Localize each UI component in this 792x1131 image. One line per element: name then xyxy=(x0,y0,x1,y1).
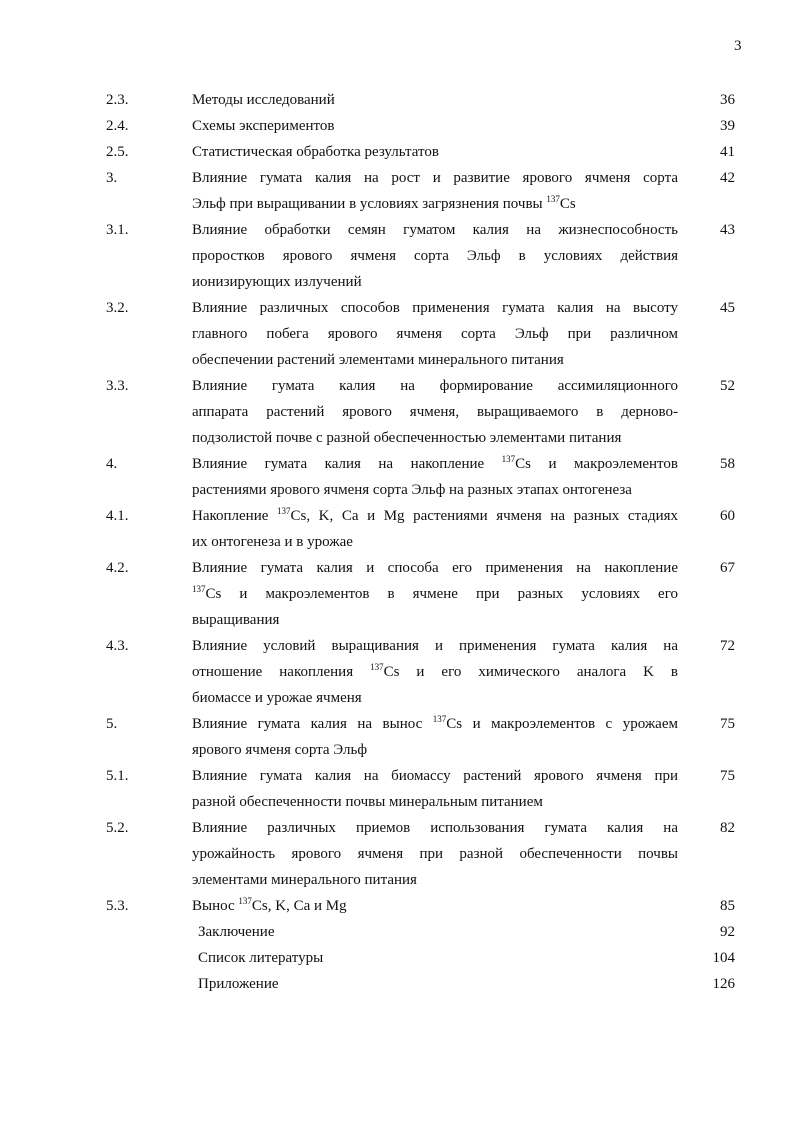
toc-entry-title-line: главного побега ярового ячменя сорта Эльф при различном xyxy=(192,326,678,342)
toc-entry xyxy=(0,555,792,633)
toc-entry-title-line: обеспечении растений элементами минерального питания xyxy=(192,352,564,368)
toc-entry-number: 3.3. xyxy=(106,378,129,394)
toc-entry-title xyxy=(192,555,678,633)
toc-entry-page: 41 xyxy=(720,144,735,160)
toc-entry-page: 126 xyxy=(712,976,735,992)
toc-entry-title-line: биомассе и урожае ячменя xyxy=(192,690,362,706)
toc-entry-title-line: разной обеспеченности почвы минеральным питанием xyxy=(192,794,543,810)
toc-entry-page: 104 xyxy=(712,950,735,966)
toc-entry-title-line: выращивания xyxy=(192,612,280,628)
toc-entry-number: 5. xyxy=(106,716,118,732)
toc-entry-title-line: Влияние различных приемов использования гумата калия на xyxy=(192,820,678,836)
toc-entry-title-line: Влияние гумата калия и способа его применения на накопление xyxy=(192,560,678,576)
toc-entry-page: 72 xyxy=(720,638,735,654)
toc-entry-title xyxy=(192,87,678,113)
toc-entry xyxy=(0,217,792,295)
table-of-contents xyxy=(0,87,792,997)
toc-entry xyxy=(0,373,792,451)
toc-entry-number: 3.2. xyxy=(106,300,129,316)
toc-entry xyxy=(0,113,792,139)
toc-entry-title xyxy=(192,711,678,763)
toc-entry-title-line: урожайность ярового ячменя при разной обеспеченности почвы xyxy=(192,846,678,862)
toc-entry-title-line: Статистическая обработка результатов xyxy=(192,144,439,160)
toc-entry-title xyxy=(192,971,678,997)
toc-entry-number: 4.2. xyxy=(106,560,129,576)
toc-entry-number: 5.2. xyxy=(106,820,129,836)
toc-entry-title-line: Влияние гумата калия на биомассу растений ярового ячменя при xyxy=(192,768,678,784)
toc-entry xyxy=(0,503,792,555)
toc-entry-title xyxy=(192,633,678,711)
toc-entry-page: 39 xyxy=(720,118,735,134)
toc-entry-title-line: Накопление $^{137}$Cs, K, Ca и Mg растениями ячменя на разных стадиях xyxy=(192,506,678,524)
toc-entry-title-line: Влияние гумата калия на рост и развитие ярового ячменя сорта xyxy=(192,170,678,186)
toc-entry-title-line: их онтогенеза и в урожае xyxy=(192,534,353,550)
toc-entry-number: 4.3. xyxy=(106,638,129,654)
toc-entry-page: 42 xyxy=(720,170,735,186)
toc-entry xyxy=(0,139,792,165)
toc-entry xyxy=(0,633,792,711)
toc-entry-page: 36 xyxy=(720,92,735,108)
toc-entry-title-line: аппарата растений ярового ячменя, выращиваемого в дерново- xyxy=(192,404,678,420)
toc-entry-number: 2.4. xyxy=(106,118,129,134)
toc-entry xyxy=(0,165,792,217)
toc-entry-page: 92 xyxy=(720,924,735,940)
toc-entry-page: 75 xyxy=(720,716,735,732)
toc-entry-title-line: подзолистой почве с разной обеспеченностью элементами питания xyxy=(192,430,622,446)
toc-entry-title-line: Заключение xyxy=(198,924,275,940)
toc-entry-title xyxy=(192,503,678,555)
toc-entry-title-line: Методы исследований xyxy=(192,92,335,108)
toc-entry-page: 60 xyxy=(720,508,735,524)
toc-entry xyxy=(0,815,792,893)
toc-entry-title-line: отношение накопления $^{137}$Cs и его химического аналога K в xyxy=(192,662,679,680)
toc-entry-title-line: элементами минерального питания xyxy=(192,872,417,888)
toc-entry-title-line: Эльф при выращивании в условиях загрязнения почвы $^{137}$Cs xyxy=(192,194,576,212)
toc-entry-title xyxy=(192,815,678,893)
toc-entry-title xyxy=(192,165,678,217)
toc-entry-title-line: Влияние гумата калия на накопление $^{137}$Cs и макроэлементов xyxy=(192,454,678,472)
toc-entry-page: 58 xyxy=(720,456,735,472)
toc-entry-title-line: $^{137}$Cs и макроэлементов в ячмене при разных условиях его xyxy=(192,584,678,602)
toc-entry xyxy=(0,919,792,945)
toc-entry xyxy=(0,711,792,763)
toc-entry xyxy=(0,971,792,997)
toc-entry-title-line: Влияние гумата калия на вынос $^{137}$Cs и макроэлементов с урожаем xyxy=(192,714,678,732)
toc-entry-title-line: растениями ярового ячменя сорта Эльф на разных этапах онтогенеза xyxy=(192,482,632,498)
toc-entry-title xyxy=(192,217,678,295)
toc-entry-title xyxy=(192,373,678,451)
toc-entry-number: 3.1. xyxy=(106,222,129,238)
toc-entry-page: 43 xyxy=(720,222,735,238)
page-number: 3 xyxy=(734,38,742,54)
toc-entry xyxy=(0,763,792,815)
toc-entry-number: 4.1. xyxy=(106,508,129,524)
toc-entry-page: 85 xyxy=(720,898,735,914)
toc-entry-title-line: ионизирующих излучений xyxy=(192,274,362,290)
toc-entry-title-line: Влияние различных способов применения гумата калия на высоту xyxy=(192,300,678,316)
toc-entry-title-line: Список литературы xyxy=(198,950,324,966)
toc-entry xyxy=(0,295,792,373)
toc-entry-title-line: Влияние условий выращивания и применения гумата калия на xyxy=(192,638,678,654)
toc-entry-title xyxy=(192,945,678,971)
toc-entry-title xyxy=(192,451,678,503)
toc-entry-title-line: проростков ярового ячменя сорта Эльф в условиях действия xyxy=(192,248,678,264)
toc-entry-title xyxy=(192,139,678,165)
toc-entry-number: 2.5. xyxy=(106,144,129,160)
toc-entry xyxy=(0,893,792,919)
toc-entry xyxy=(0,87,792,113)
toc-entry-page: 82 xyxy=(720,820,735,836)
toc-entry-page: 52 xyxy=(720,378,735,394)
toc-entry-number: 3. xyxy=(106,170,118,186)
toc-entry-title xyxy=(192,919,678,945)
toc-entry-number: 5.1. xyxy=(106,768,129,784)
toc-entry-title xyxy=(192,893,678,919)
toc-entry-title-line: ярового ячменя сорта Эльф xyxy=(192,742,368,758)
toc-entry-number: 4. xyxy=(106,456,118,472)
toc-entry-number: 2.3. xyxy=(106,92,129,108)
toc-entry xyxy=(0,945,792,971)
toc-entry-title xyxy=(192,295,678,373)
toc-entry-page: 45 xyxy=(720,300,735,316)
toc-entry-title xyxy=(192,763,678,815)
toc-entry-page: 75 xyxy=(720,768,735,784)
toc-entry-title-line: Влияние обработки семян гуматом калия на жизнеспособность xyxy=(192,222,678,238)
toc-entry-title-line: Схемы экспериментов xyxy=(192,118,335,134)
toc-entry-page: 67 xyxy=(720,560,735,576)
toc-entry-title-line: Приложение xyxy=(198,976,279,992)
toc-entry-title-line: Вынос $^{137}$Cs, K, Ca и Mg xyxy=(192,896,347,914)
toc-entry-title-line: Влияние гумата калия на формирование ассимиляционного xyxy=(192,378,678,394)
toc-entry-number: 5.3. xyxy=(106,898,129,914)
toc-entry-title xyxy=(192,113,678,139)
toc-entry xyxy=(0,451,792,503)
